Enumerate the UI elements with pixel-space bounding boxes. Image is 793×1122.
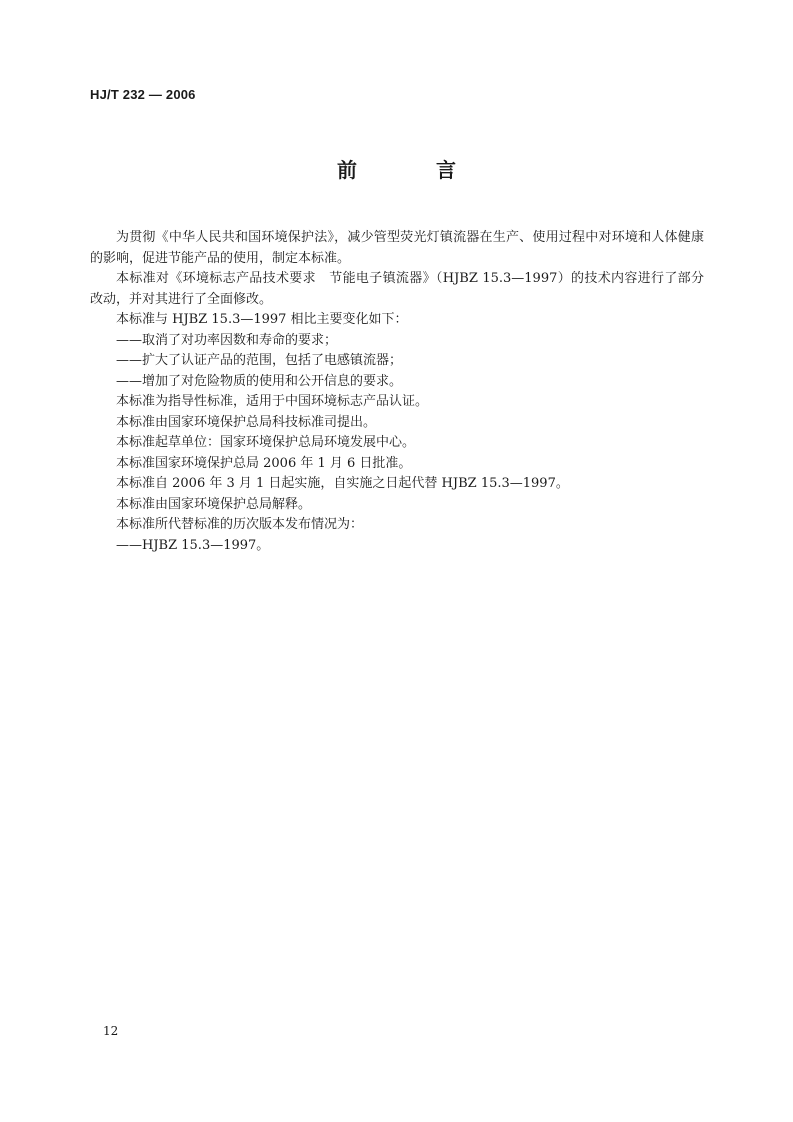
page-title: 前 言: [337, 158, 492, 182]
paragraph: 本标准起草单位：国家环境保护总局环境发展中心。: [116, 435, 416, 450]
paragraph: 本标准为指导性标准，适用于中国环境标志产品认证。: [116, 394, 429, 409]
paragraph: 为贯彻《中华人民共和国环境保护法》，减少管型荧光灯镇流器在生产、使用过程中对环境和人体健康的影响，促进节能产品的使用，制定本标准。: [90, 230, 704, 266]
paragraph: 本标准由国家环境保护总局科技标准司提出。: [116, 414, 377, 430]
foreword-body: [90, 228, 704, 556]
list-item: ——HJBZ 15.3—1997。: [116, 537, 270, 553]
page-number: 12: [103, 1024, 119, 1038]
paragraph: 本标准对《环境标志产品技术要求 节能电子镇流器》（HJBZ 15.3—1997）的技术内容进行了部分改动，并对其进行了全面修改。: [90, 271, 704, 307]
list-item: ——增加了对危险物质的使用和公开信息的要求。: [116, 373, 403, 389]
paragraph: 本标准与 HJBZ 15.3—1997 相比主要变化如下：: [116, 312, 408, 327]
paragraph: 本标准由国家环境保护总局解释。: [116, 496, 312, 512]
paragraph: 本标准所代替标准的历次版本发布情况为：: [116, 517, 364, 532]
paragraph: 本标准国家环境保护总局 2006 年 1 月 6 日批准。: [116, 455, 412, 471]
list-item: ——取消了对功率因数和寿命的要求；: [116, 332, 338, 348]
standard-code: HJ/T 232 — 2006: [90, 87, 196, 102]
list-item: ——扩大了认证产品的范围，包括了电感镇流器；: [116, 353, 403, 368]
paragraph: 本标准自 2006 年 3 月 1 日起实施，自实施之日起代替 HJBZ 15.3—1997。: [116, 476, 569, 491]
